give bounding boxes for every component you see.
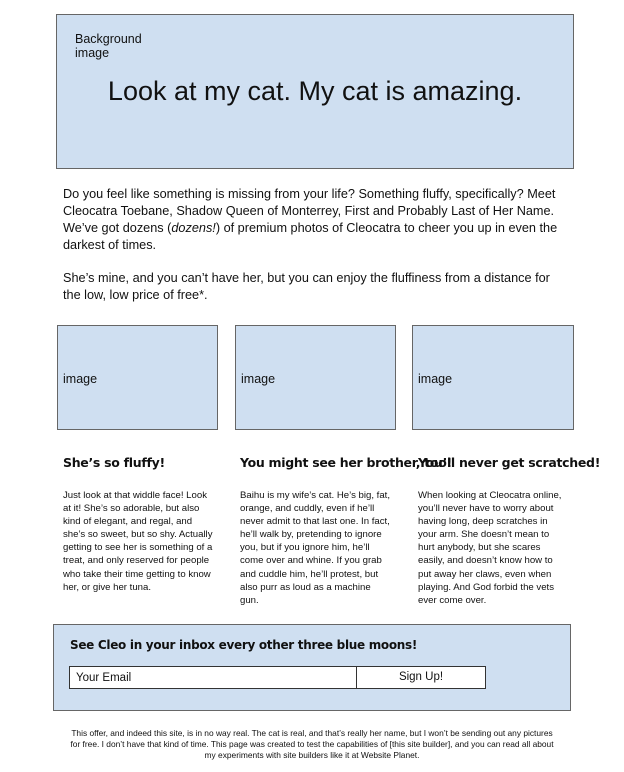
intro-text-start: Do you feel like something is missing from your life? Something fluffy, specifically? Meet Cleocatra Toebane, Shadow Queen of Monterrey, First and Probably Last of Her Name. We’ve got dozens ( bbox=[63, 187, 556, 235]
intro-emphasis: dozens! bbox=[171, 221, 216, 235]
hero-banner bbox=[56, 14, 574, 169]
image-placeholder-label: image bbox=[63, 372, 98, 386]
image-placeholder-label: image bbox=[241, 372, 276, 386]
feature-title-3: You’ll never get scratched! bbox=[418, 455, 601, 470]
feature-image-3 bbox=[412, 325, 574, 430]
hero-title: Look at my cat. My cat is amazing. bbox=[107, 76, 523, 106]
feature-title-1: She’s so fluffy! bbox=[63, 455, 165, 470]
feature-text-2: Baihu is my wife’s cat. He’s big, fat, orange, and cuddly, even if he’ll never admit to that last one. In fact, he’ll walk by, pretending to ignore you, but if you ignore him, he’ll come over and whine. If you grab and cuddle him, he’ll protest, but also purr as loud as a machine gun. bbox=[240, 490, 391, 606]
feature-title-2: You might see her brother, too! bbox=[240, 455, 452, 470]
hero-background-image-placeholder: Background image bbox=[75, 32, 142, 60]
image-placeholder-label: image bbox=[418, 372, 453, 386]
feature-text-1: Just look at that widdle face! Look at it! She’s so adorable, but also kind of elegant, and regal, and she’s so sweet, but so shy. Actually getting to see her is something of a treat, and only reserved for people who take their time getting to know her, or give her tuna. bbox=[63, 490, 213, 593]
feature-image-1 bbox=[57, 325, 218, 430]
newsletter-signup bbox=[53, 624, 571, 711]
intro-paragraph bbox=[63, 186, 563, 254]
footer-disclaimer: This offer, and indeed this site, is in no way real. The cat is real, and that’s really her name, but I won’t be sending out any pictures for free. I don’t have that kind of time. This page was created to test the capabilities of [this site builder], and you can read all about my experiments with site builders like it at Website Planet. bbox=[70, 728, 554, 760]
feature-image-2 bbox=[235, 325, 396, 430]
intro-text-end: ) of premium photos of Cleocatra to cheer you up in even the darkest of times. bbox=[63, 221, 558, 252]
newsletter-title: See Cleo in your inbox every other three blue moons! bbox=[70, 638, 418, 652]
feature-text-3: When looking at Cleocatra online, you’ll never have to worry about having long, deep scratches in your arm. She doesn’t mean to hurt anybody, but she scares easily, and doesn’t know how to put away her claws, even when playing. And God forbid the vets ever come over. bbox=[418, 490, 562, 606]
email-field[interactable] bbox=[69, 666, 357, 689]
intro-paragraph-2: She’s mine, and you can’t have her, but you can enjoy the fluffiness from a distance for the low, low price of free*. bbox=[63, 271, 550, 302]
sign-up-button[interactable]: Sign Up! bbox=[356, 666, 486, 689]
